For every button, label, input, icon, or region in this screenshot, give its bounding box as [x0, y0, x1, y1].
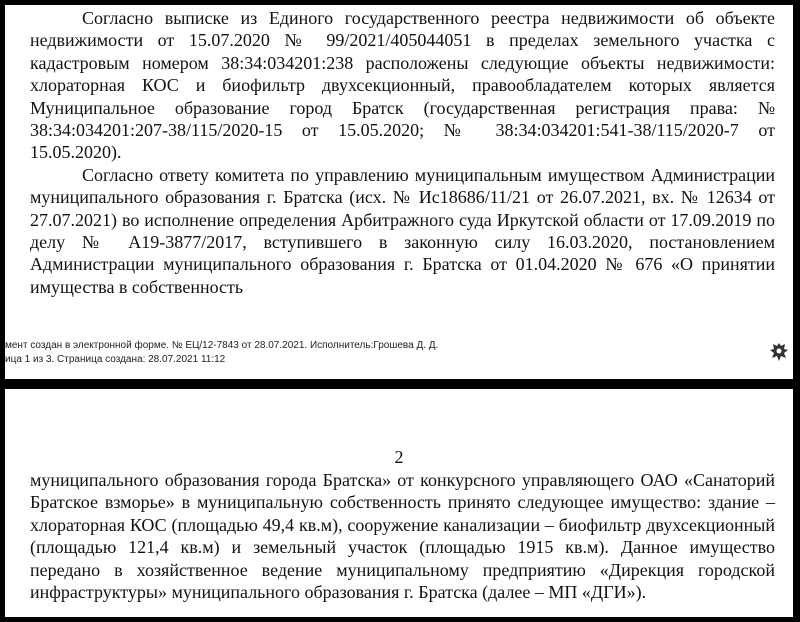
footer-page-info: ица 1 из 3. Страница создана: 28.07.2021 11:12 [5, 354, 226, 365]
page-separator [5, 379, 793, 389]
page-2 [5, 389, 793, 617]
page-2-body [30, 469, 775, 603]
paragraph-committee-response: Согласно ответу комитета по управлению муниципальным имуществом Администрации муниципального образования г. Братска (исх. № Ис18686/11/21 от 26.07.2021, вх. № 12634 от 27.07.2021) во исполнение определения Арбитражного суда Иркутской области от 17.09.2019 по делу № А19-3877/2017, вступившего в законную силу 16.03.2020, постановлением Администрации муниципального образования г. Братска от 01.04.2020 № 676 «О принятии имущества в собственность [30, 164, 775, 297]
page-number: 2 [394, 447, 404, 467]
page-footer [5, 339, 438, 367]
paragraph-egrn-extract: Согласно выписке из Единого государственного реестра недвижимости об объекте недвижимости от 15.07.2020 № 99/2021/405044051 в пределах земельного участка с кадастровым номером 38:34:034201:238 расположены следующие объекты недвижимости: хлораторная КОС и биофильтр двухсекционный, правообладателем которых является Муниципальное образование город Братск (государственная регистрация права: № 38:34:034201:207-38/115/2020-15 от 15.05.2020; № 38:34:034201:541-38/115/2020-7 от 15.05.2020). [30, 8, 775, 163]
page-1-body [30, 7, 775, 298]
document-viewer [5, 5, 793, 617]
footer-document-info: мент создан в электронной форме. № ЕЦ/12-7843 от 28.07.2021. Исполнитель:Грошева Д. Д. [5, 340, 439, 351]
page-1 [5, 5, 793, 379]
coat-of-arms-icon [769, 341, 789, 363]
paragraph-property-transfer: муниципального образования города Братска» от конкурсного управляющего ОАО «Санаторий Братское взморье» в муниципальную собственность принято следующее имущество: здание – хлораторная КОС (площадью 49,4 кв.м), сооружение канализации – биофильтр двухсекционный (площадью 121,4 кв.м) и земельный участок (площадью 1915 кв.м). Данное имущество передано в хозяйственное ведение муниципальному предприятию «Дирекция городской инфраструктуры» муниципального образования г. Братска (далее – МП «ДГИ»). [30, 470, 775, 603]
